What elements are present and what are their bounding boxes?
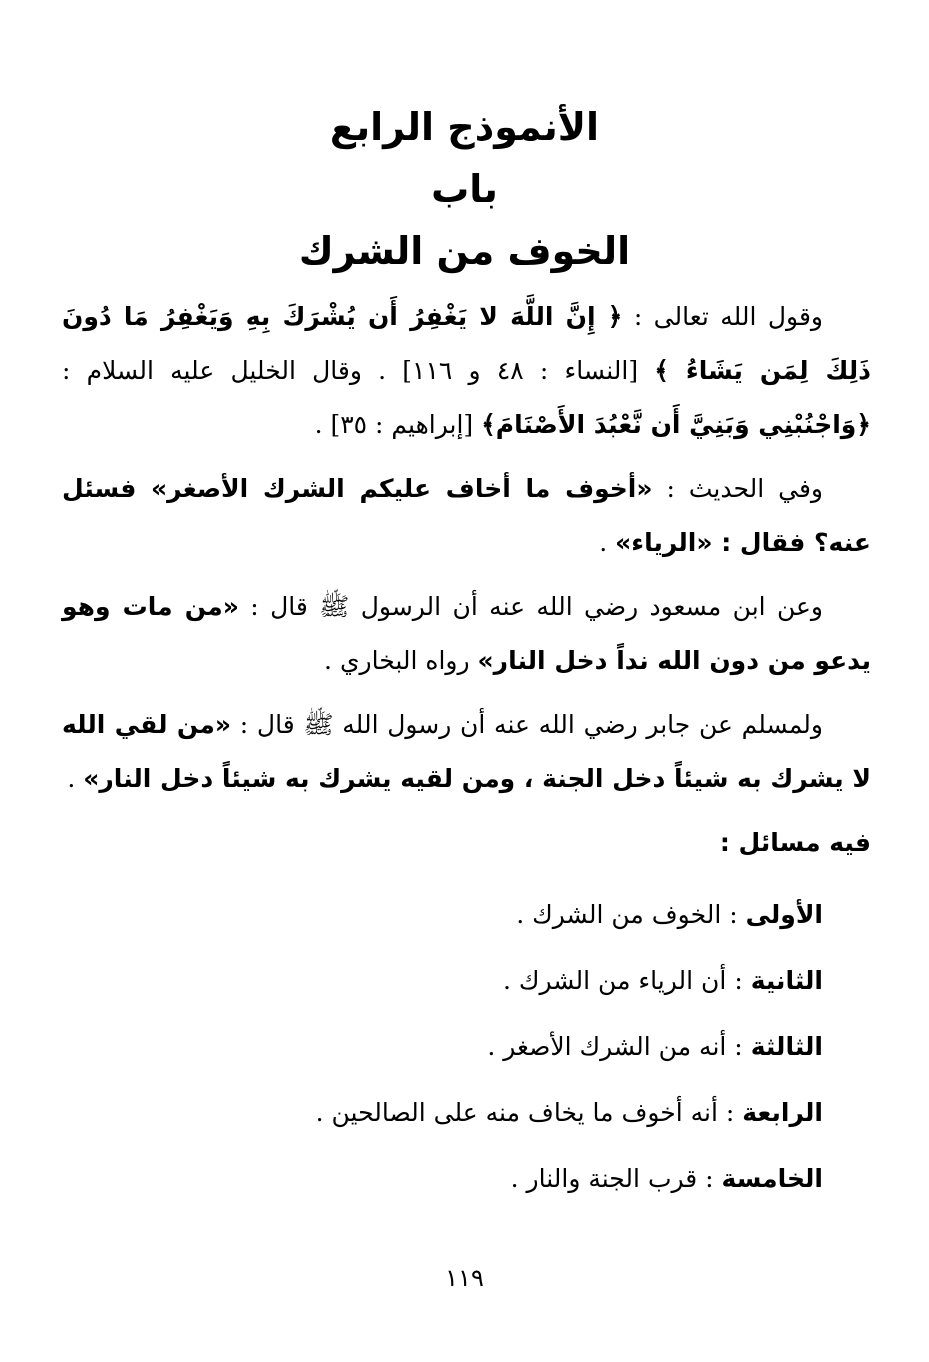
paragraph-lead: وعن ابن مسعود رضي الله عنه أن الرسول ﷺ قال : (238, 592, 823, 621)
paragraph-verses (62, 290, 871, 452)
chapter-word: باب (431, 167, 498, 211)
issue-text: : أن الرياء من الشرك . (502, 966, 751, 995)
paragraph-tail: . (599, 528, 616, 557)
list-item (62, 1080, 823, 1146)
issue-text: : أنه من الشرك الأصغر . (487, 1032, 751, 1061)
paragraph-hadith-riya (62, 462, 871, 570)
paragraph-lead: وفي الحديث : (652, 474, 823, 503)
issue-text: : الخوف من الشرك . (516, 900, 746, 929)
hadith-text: «من مات وهو يدعو من دون الله نداً دخل النار» (62, 592, 871, 675)
issue-text: : أنه أخوف ما يخاف منه على الصالحين . (315, 1098, 743, 1127)
quran-verse: ﴿وَاجْنُبْنِي وَبَنِيَّ أَن نَّعْبُدَ الأَصْنَامَ﴾ (481, 410, 871, 439)
hadith-text: «أخوف ما أخاف عليكم الشرك الأصغر» فسئل عنه؟ فقال : «الرياء» (62, 474, 871, 557)
verse-reference: [إبراهيم : ٣٥] . (314, 410, 482, 439)
issues-list (62, 882, 871, 1212)
chapter-body (62, 290, 871, 1212)
issue-label: الثانية (750, 966, 823, 995)
list-item (62, 948, 823, 1014)
paragraph-hadith-jabir (62, 698, 871, 806)
verse-reference: [النساء : ٤٨ و ١١٦] . وقال الخليل عليه السلام : (62, 356, 655, 385)
paragraph-lead: ولمسلم عن جابر رضي الله عنه أن رسول الله ﷺ قال : (231, 710, 823, 739)
issue-label: الثالثة (750, 1032, 823, 1061)
chapter-heading (0, 96, 929, 282)
quran-verse: ﴿ إِنَّ اللَّهَ لا يَغْفِرُ أَن يُشْرَكَ بِهِ وَيَغْفِرُ مَا دُونَ ذَلِكَ لِمَن يَشَاءُ ﴾ (62, 302, 871, 385)
issue-label: الأولى (745, 900, 823, 929)
list-item (62, 1146, 823, 1212)
page-number: ١١٩ (445, 1264, 484, 1292)
issues-heading: فيه مسائل : (719, 828, 871, 857)
issue-label: الخامسة (721, 1164, 823, 1193)
paragraph-tail: رواه البخاري . (324, 646, 478, 675)
hadith-text: «من لقي الله لا يشرك به شيئاً دخل الجنة ، ومن لقيه يشرك به شيئاً دخل النار» (62, 710, 871, 793)
issue-text: : قرب الجنة والنار . (510, 1164, 722, 1193)
list-item (62, 882, 823, 948)
paragraph-tail: . (67, 764, 84, 793)
paragraph-lead: وقول الله تعالى : (622, 302, 823, 331)
paragraph-hadith-ibn-masud (62, 580, 871, 688)
chapter-title: الخوف من الشرك (298, 229, 631, 273)
list-item (62, 1014, 823, 1080)
issue-label: الرابعة (742, 1098, 823, 1127)
model-title: الأنموذج الرابع (329, 105, 600, 149)
